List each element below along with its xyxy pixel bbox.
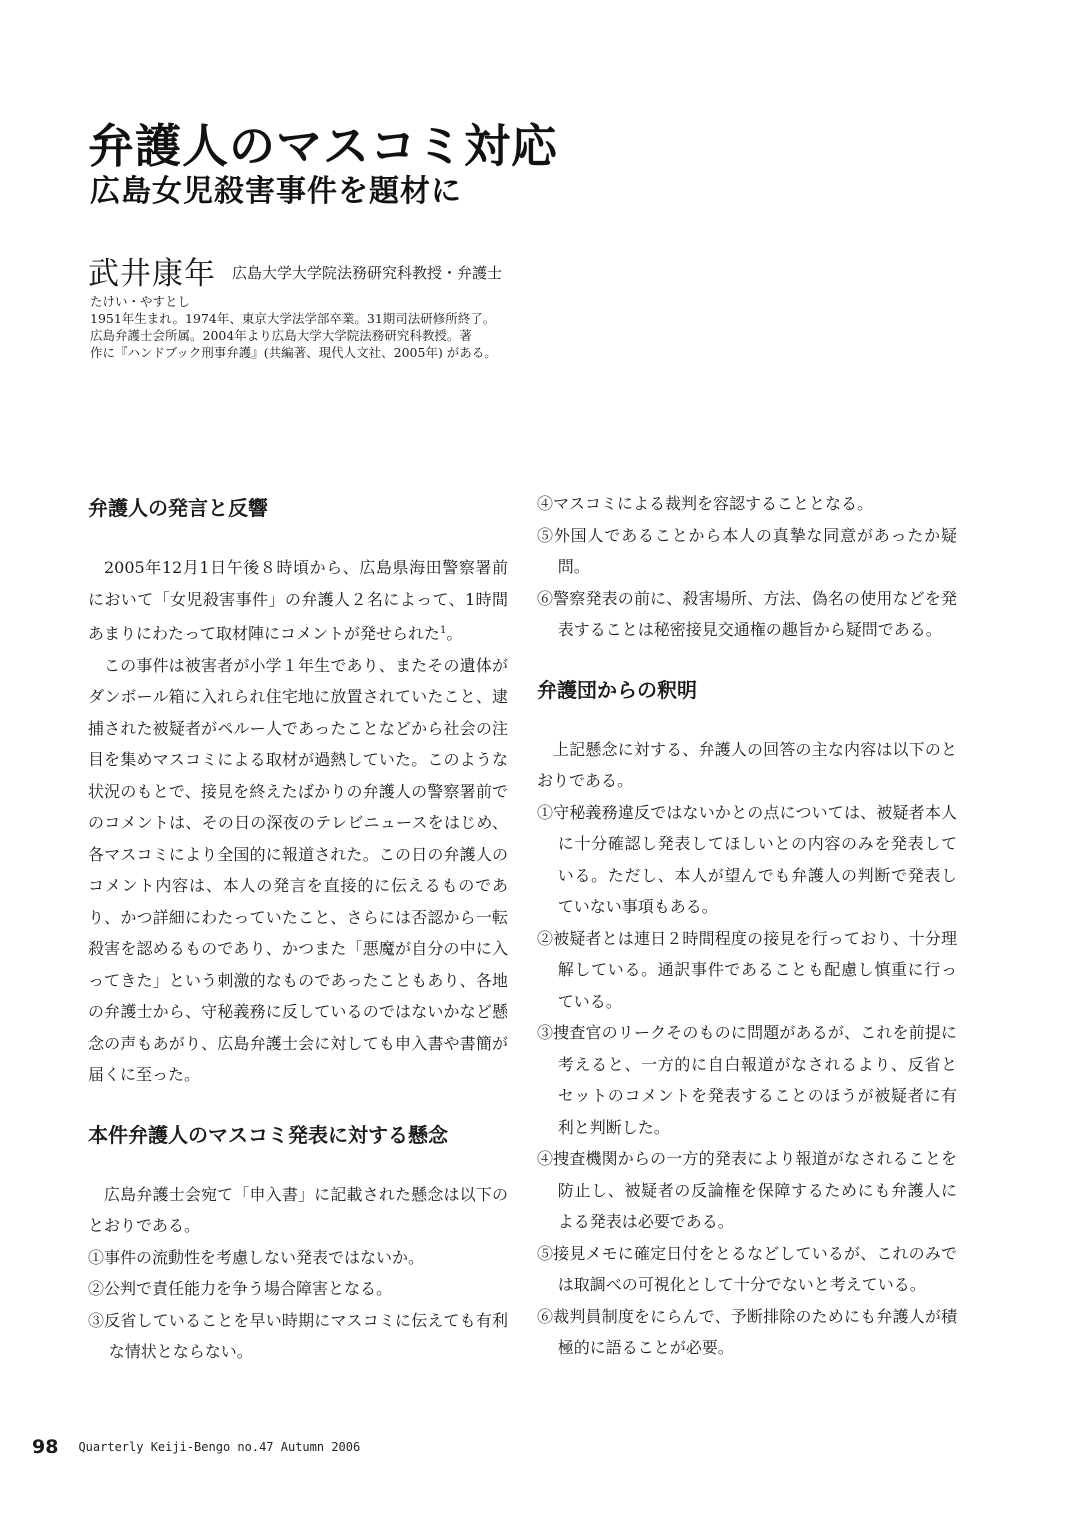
explanation-item: ⑥裁判員制度をにらんで、予断排除のためにも弁護人が積極的に語ることが必要。 <box>537 1306 957 1357</box>
explanation-item: ⑤接見メモに確定日付をとるなどしているが、これのみでは取調べの可視化として十分でないと考えている。 <box>537 1243 957 1294</box>
concern-item: ②公判で責任能力を争う場合障害となる。 <box>88 1279 393 1298</box>
author-bio-line: 作に『ハンドブック刑事弁護』(共編著、現代人文社、2005年) がある。 <box>90 345 497 360</box>
article-subtitle: 広島女児殺害事件を題材に <box>90 174 462 209</box>
body-paragraph: 上記懸念に対する、弁護人の回答の主な内容は以下のとおりである。 <box>537 739 957 790</box>
section-heading-explanation: 弁護団からの釈明 <box>537 677 697 702</box>
author-affiliation: 広島大学大学院法務研究科教授・弁護士 <box>232 264 503 282</box>
concern-item: ③反省していることを早い時期にマスコミに伝えても有利な情状とならない。 <box>88 1310 508 1361</box>
body-paragraph: 広島弁護士会宛て「申入書」に記載された懸念は以下のとおりである。 <box>88 1184 508 1235</box>
concern-item: ①事件の流動性を考慮しない発表ではないか。 <box>88 1247 425 1267</box>
article-title: 弁護人のマスコミ対応 <box>88 119 558 173</box>
author-name: 武井康年 <box>88 256 216 292</box>
section-heading-concerns: 本件弁護人のマスコミ発表に対する懸念 <box>88 1122 448 1147</box>
footnote-marker: 1 <box>440 625 447 636</box>
concern-item: ④マスコミによる裁判を容認することとなる。 <box>537 494 874 513</box>
paragraph-end: 。 <box>446 624 463 643</box>
right-column <box>537 488 957 1364</box>
concern-item: ⑥警察発表の前に、殺害場所、方法、偽名の使用などを発表することは秘密接見交通権の趣旨から疑問である。 <box>537 588 957 639</box>
author-bio-line: 1951年生まれ。1974年、東京大学法学部卒業。31期司法研修所終了。 <box>90 311 496 326</box>
section-heading-remarks: 弁護人の発言と反響 <box>88 496 268 520</box>
page-number: 98 <box>32 1436 59 1458</box>
explanation-item: ③捜査官のリークそのものに問題があるが、これを前提に考えると、一方的に自白報道がなされるより、反省とセットのコメントを発表することのほうが被疑者に有利と判断した。 <box>537 1023 957 1137</box>
author-bio <box>90 293 550 361</box>
author-header <box>88 254 502 294</box>
page-footer <box>32 1436 360 1458</box>
body-paragraph: この事件は被害者が小学１年生であり、またその遺体がダンボール箱に入れられ住宅地に放置されていたこと、逮捕された被疑者がペルー人であったことなどから社会の注目を集めマスコミによる取材が過熱していた。このような状況のもとで、接見を終えたばかりの弁護人の警察署前でのコメントは、その日の深夜のテレビニュースをはじめ、各マスコミにより全国的に報道された。この日の弁護人のコメント内容は、本人の発言を直接的に伝えるものであり、かつ詳細にわたっていたこと、さらには否認から一転殺害を認めるものであり、かつまた「悪魔が自分の中に入ってきた」という刺激的なものであったこともあり、各地の弁護士から、守秘義務に反しているのではないかなど懸念の声もあがり、広島弁護士会に対しても申入書や書簡が届くに至った。 <box>88 655 508 1084</box>
paragraph-text: 2005年12月1日午後８時頃から、広島県海田警察署前において「女児殺害事件」の弁護人２名によって、1時間あまりにわたって取材陣にコメントが発せられた <box>88 558 508 643</box>
explanation-item: ②被疑者とは連日２時間程度の接見を行っており、十分理解している。通訳事件であることも配慮し慎重に行っている。 <box>537 928 957 1011</box>
journal-name: Quarterly Keiji-Bengo no.47 Autumn 2006 <box>78 1440 361 1454</box>
explanation-item: ④捜査機関からの一方的発表により報道がなされることを防止し、被疑者の反論権を保障するためにも弁護人による発表は必要である。 <box>537 1149 957 1231</box>
concern-item: ⑤外国人であることから本人の真摯な同意があったか疑問。 <box>537 525 957 576</box>
left-column <box>88 488 508 1368</box>
body-paragraph <box>88 552 508 650</box>
author-reading: たけい・やすとし <box>90 294 191 309</box>
explanation-item: ①守秘義務違反ではないかとの点については、被疑者本人に十分確認し発表してほしいとの内容のみを発表している。ただし、本人が望んでも弁護人の判断で発表していない事項もある。 <box>537 802 957 916</box>
author-bio-line: 広島弁護士会所属。2004年より広島大学大学院法務研究科教授。著 <box>90 328 472 343</box>
